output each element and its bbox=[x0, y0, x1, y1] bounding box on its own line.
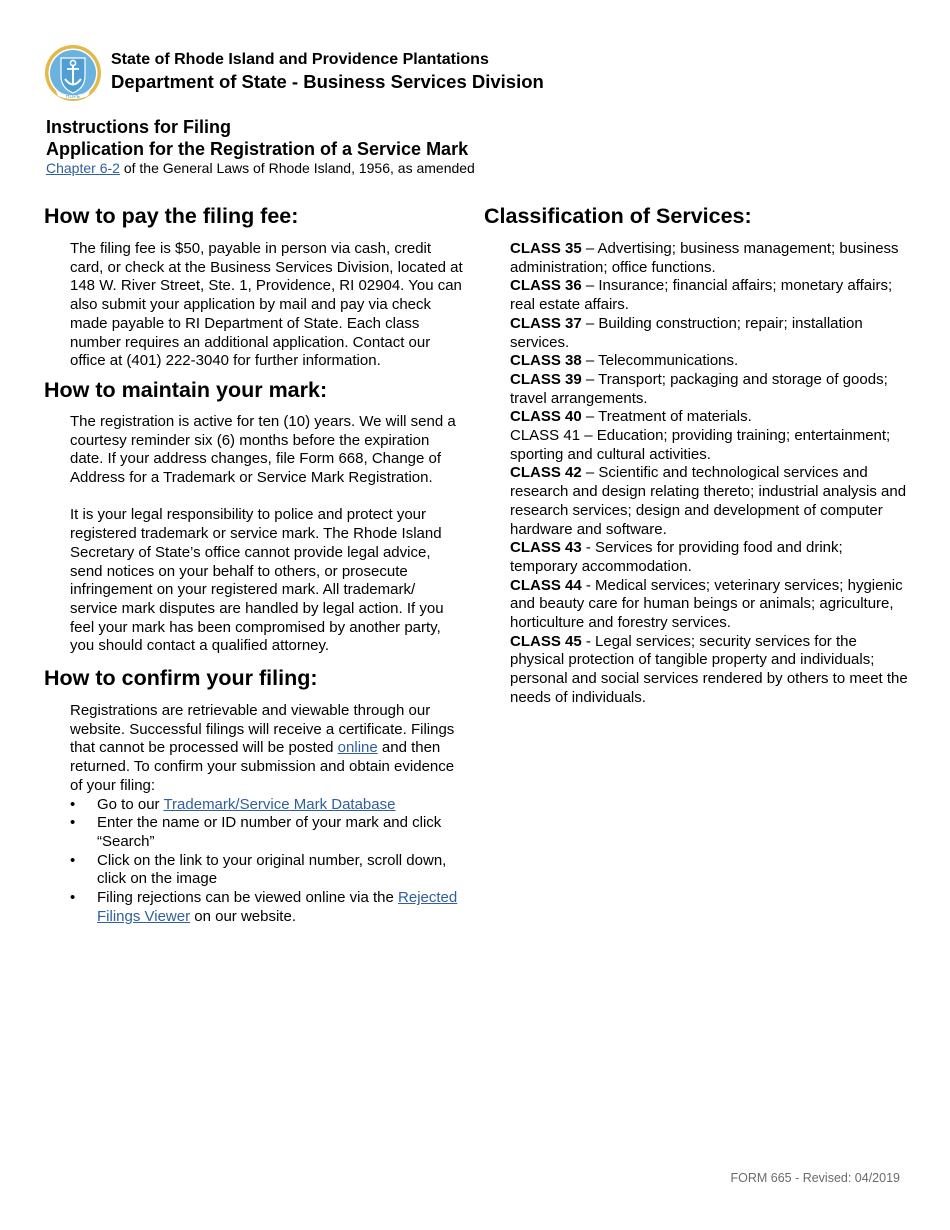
confirm-steps-list bbox=[44, 796, 464, 927]
confirm-intro-text: Registrations are retrievable and viewable through our website. Successful filings will receive a certificate. Filings that cannot be processed will be posted bbox=[70, 702, 455, 757]
division-name: Department of State - Business Services Division bbox=[111, 71, 544, 92]
maintain-paragraph-1: The registration is active for ten (10) years. We will send a courtesy reminder six (6) months before the expiration date. If your address changes, file Form 668, Change of Address for a Trademark or Service Mark Registration. bbox=[70, 412, 456, 487]
bullet: • bbox=[70, 851, 76, 869]
class-label: CLASS 37 bbox=[510, 314, 582, 332]
trademark-database-link[interactable]: Trademark/Service Mark Database bbox=[163, 795, 396, 813]
list-item bbox=[70, 889, 464, 926]
class-item bbox=[510, 352, 914, 371]
class-label: CLASS 44 bbox=[510, 576, 582, 594]
confirm-intro-tail: and then returned. To confirm your submission and obtain evidence of your filing: bbox=[70, 739, 455, 794]
class-description: – Transport; packaging and storage of goods; travel arrangements. bbox=[510, 370, 888, 407]
class-label: CLASS 36 bbox=[510, 277, 582, 295]
class-list bbox=[484, 240, 914, 708]
step-1-text: Go to our bbox=[97, 795, 164, 813]
instructions-title: Instructions for Filing bbox=[46, 117, 231, 137]
class-item bbox=[510, 464, 914, 539]
confirm-heading: How to confirm your filing: bbox=[44, 666, 318, 691]
list-item bbox=[70, 852, 464, 889]
law-reference-text: of the General Laws of Rhode Island, 1956, as amended bbox=[119, 160, 475, 176]
class-label: CLASS 39 bbox=[510, 370, 582, 388]
class-description: – Insurance; financial affairs; monetary affairs; real estate affairs. bbox=[510, 277, 893, 314]
form-revision-footer: FORM 665 - Revised: 04/2019 bbox=[730, 1171, 900, 1185]
bullet: • bbox=[70, 814, 76, 832]
law-reference bbox=[46, 160, 475, 176]
class-item bbox=[510, 539, 914, 576]
application-title: Application for the Registration of a Service Mark bbox=[46, 139, 469, 159]
class-item bbox=[510, 633, 914, 708]
class-label: CLASS 35 bbox=[510, 240, 582, 257]
right-column bbox=[484, 203, 914, 708]
step-4-tail: on our website. bbox=[190, 907, 296, 925]
class-description: – Building construction; repair; installation services. bbox=[510, 314, 863, 351]
rejected-filings-viewer-link[interactable]: Rejected Filings Viewer bbox=[97, 889, 458, 925]
class-description: – Treatment of materials. bbox=[581, 408, 752, 426]
class-label: CLASS 40 bbox=[510, 408, 582, 426]
class-item bbox=[510, 408, 914, 427]
class-label: CLASS 38 bbox=[510, 352, 582, 370]
class-description: – Telecommunications. bbox=[581, 352, 739, 370]
class-description: - Medical services; veterinary services; hygienic and beauty care for human beings or animals; agriculture, horticulture and forestry services. bbox=[510, 576, 903, 632]
class-description: - Services for providing food and drink; temporary accommodation. bbox=[510, 539, 843, 575]
class-label: CLASS 45 bbox=[510, 632, 582, 650]
state-seal-icon bbox=[44, 44, 102, 102]
confirm-intro bbox=[44, 702, 464, 796]
step-3-text: Click on the link to your original number, scroll down, click on the image bbox=[97, 851, 447, 888]
left-column bbox=[44, 203, 464, 926]
maintain-paragraph-2: It is your legal responsibility to police and protect your registered trademark or service mark. The Rhode Island Secretary of State’s office cannot provide legal advice, send notices on your behalf to others, or prosecute infringement on your registered mark. All trademark/ service mark disputes are handled by legal action. If you feel your mark has been compromised by another party, you should contact a qualified attorney. bbox=[70, 506, 444, 655]
class-description: CLASS 41 – Education; providing training; entertainment; sporting and cultural activities. bbox=[510, 427, 891, 463]
chapter-link[interactable]: Chapter 6-2 bbox=[46, 160, 120, 176]
class-item bbox=[510, 371, 914, 408]
maintain-heading: How to maintain your mark: bbox=[44, 377, 328, 402]
class-item bbox=[510, 577, 914, 633]
online-link[interactable]: online bbox=[337, 739, 378, 757]
class-label: CLASS 43 bbox=[510, 539, 582, 557]
class-item bbox=[510, 277, 914, 314]
pay-heading: How to pay the filing fee: bbox=[44, 204, 299, 228]
list-item bbox=[70, 814, 464, 851]
bullet: • bbox=[70, 889, 76, 907]
class-item bbox=[510, 240, 914, 277]
bullet: • bbox=[70, 795, 76, 813]
step-4-text: Filing rejections can be viewed online via the bbox=[97, 889, 399, 907]
class-label: CLASS 42 bbox=[510, 464, 582, 482]
class-description: – Advertising; business management; business administration; office functions. bbox=[510, 240, 899, 276]
list-item bbox=[70, 796, 464, 815]
pay-paragraph: The filing fee is $50, payable in person via cash, credit card, or check at the Business Services Division, located at 148 W. River Street, Ste. 1, Providence, RI 02904. You can also submit your application by mail and pay via check made payable to RI Department of State. Each class number requires an additional application. Contact our office at (401) 222-3040 for further information. bbox=[70, 240, 463, 370]
class-item bbox=[510, 315, 914, 352]
class-description: – Scientific and technological services and research and design relating thereto; industrial analysis and research services; design and development of computer hardware and software. bbox=[510, 464, 907, 538]
class-description: - Legal services; security services for the physical protection of tangible property and individuals; personal and social services rendered by others to meet the needs of individuals. bbox=[510, 632, 908, 706]
seal-hope-text: HOPE bbox=[65, 94, 81, 100]
step-2-text: Enter the name or ID number of your mark and click “Search” bbox=[97, 814, 442, 850]
agency-name: State of Rhode Island and Providence Plantations bbox=[111, 51, 489, 68]
classification-heading: Classification of Services: bbox=[484, 204, 752, 228]
class-item bbox=[510, 427, 914, 464]
